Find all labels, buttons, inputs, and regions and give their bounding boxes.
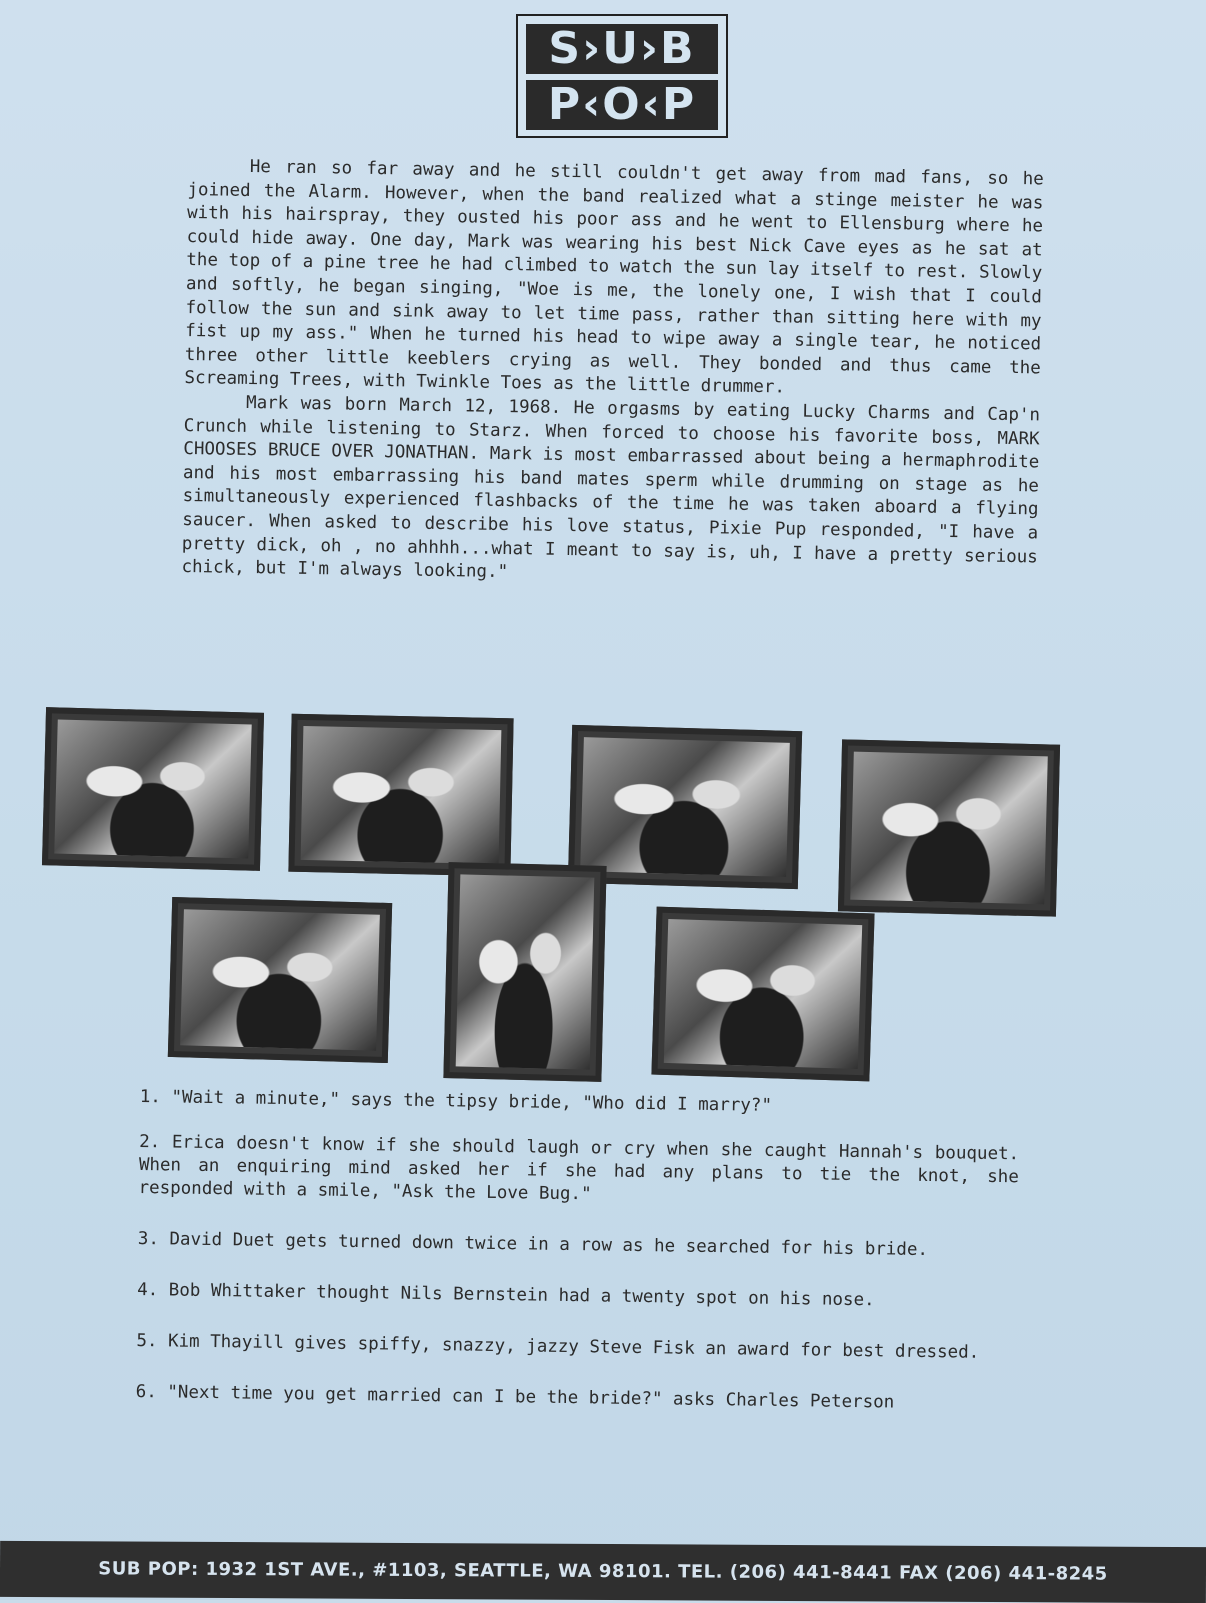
photo-1 [42, 707, 264, 871]
caption-4: 4. Bob Whittaker thought Nils Bernstein had a twenty spot on his nose. [137, 1279, 875, 1311]
caption-1: 1. "Wait a minute," says the tipsy bride, "Who did I marry?" [139, 1086, 773, 1116]
logo-line-pop: P‹O‹P [526, 80, 718, 130]
article-paragraph-1: He ran so far away and he still couldn't get away from mad fans, so he joined the Alarm. However, when the band realized what a stinge meister he was with his hairspray, they ousted his poor ass and he went to Ellensburg where he could hide away. One day, Mark was wearing his best Nick Cave eyes as he sat at the top of a pine tree he had climbed to watch the sun lay itself to rest. Slowly and softly, he began singing, "Woe is me, the lonely one, I wish that I could follow the sun and sink away to let time pass, rather than sitting here with my fist up my ass." When he turned his head to wipe away a single tear, he noticed three other little keeblers crying as well. They bonded and thus came the Screaming Trees, with Twinkle Toes as the little drummer. [184, 156, 1044, 398]
caption-6: 6. "Next time you get married can I be the bride?" asks Charles Peterson [135, 1381, 895, 1413]
caption-3: 3. David Duet gets turned down twice in a row as he searched for his bride. [137, 1228, 929, 1261]
caption-5: 5. Kim Thayill gives spiffy, snazzy, jazzy Steve Fisk an award for best dressed. [136, 1330, 980, 1363]
article-body [181, 155, 1044, 593]
sub-pop-logo [516, 14, 728, 138]
photo-captions [135, 1086, 1020, 1444]
photo-3 [568, 725, 802, 889]
photo-2 [288, 714, 513, 877]
article-paragraph-2: Mark was born March 12, 1968. He orgasms by eating Lucky Charms and Cap'n Crunch while listening to Starz. When forced to choose his favorite boss, MARK CHOOSES BRUCE OVER JONATHAN. Mark is most embarrassed about being a hermaphrodite and his most embarrassing his band mates sperm while drumming on stage as he simultaneously experienced flashbacks of the time he was taken aboard a flying saucer. When asked to describe his love status, Pixie Pup responded, "I have a pretty dick, oh , no ahhhh...what I meant to say is, uh, I have a pretty serious chick, but I'm always looking." [181, 392, 1041, 583]
photo-6 [443, 862, 606, 1082]
photo-4 [838, 739, 1060, 916]
photo-7 [651, 907, 874, 1082]
footer-address-bar: SUB POP: 1932 1ST AVE., #1103, SEATTLE, WA 98101. TEL. (206) 441-8441 FAX (206) 441-8245 [0, 1541, 1206, 1603]
caption-2: 2. Erica doesn't know if she should laugh or cry when she caught Hannah's bouquet. When an enquiring mind asked her if she had any plans to tie the knot, she responded with a smile, "Ask the Love Bug." [138, 1131, 1020, 1205]
photo-5 [168, 897, 392, 1063]
logo-line-sub: S›U›B [526, 24, 718, 74]
